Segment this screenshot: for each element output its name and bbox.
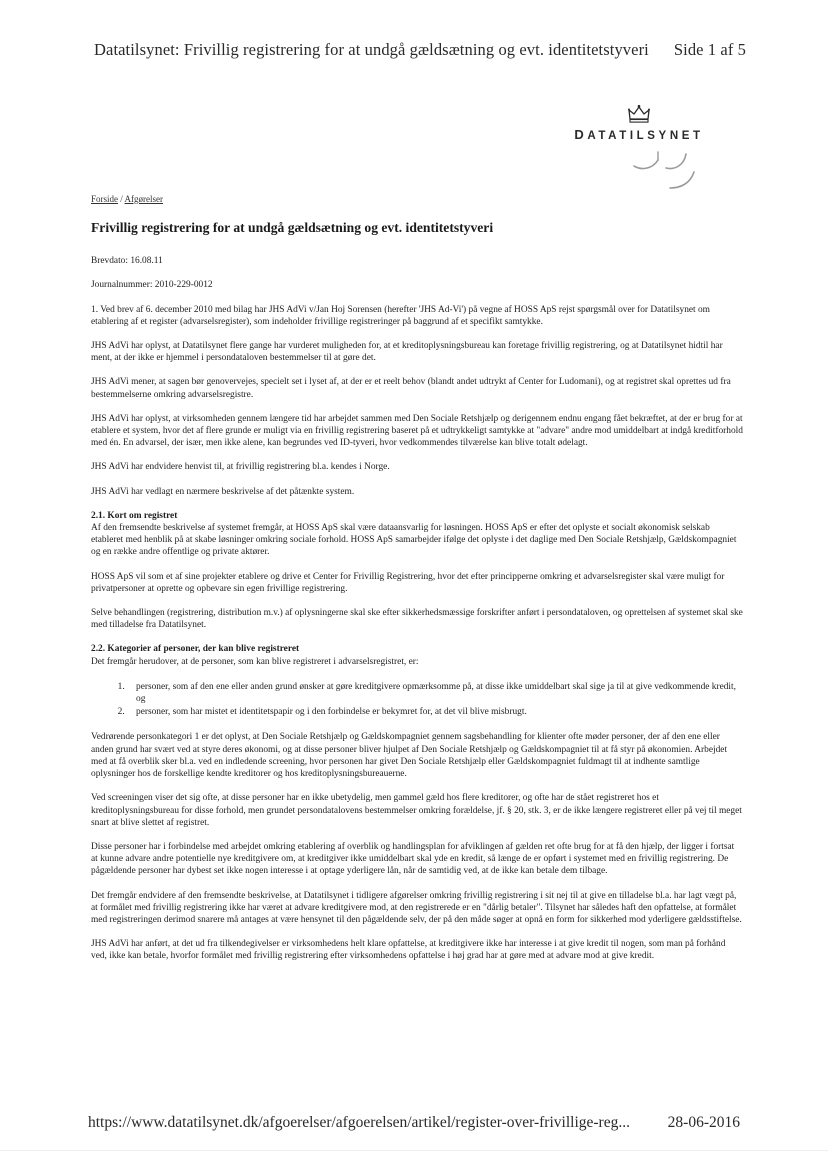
list-item: 2. personer, som har mistet et identitetspapir og i den forbindelse er bekymret for, at det vil blive misbrugt. (127, 706, 743, 718)
paragraph: Det fremgår endvidere af den fremsendte beskrivelse, at Datatilsynet i tidligere afgørelser omkring frivillig registrering i sit nej til at give en tilladelse bl.a. har lagt vægt på, at formålet med frivillig registrering ikke har været at advare kreditgivere mod, at den registrerede er en "dårlig betaler". Tilsynet har således haft den opfattelse, at formålet med registreringen derimod snarere må antages at være hensynet til den pågældende selv, der på den måde søger at opnå en form for sikkerhed mod yderligere gældsstiftelse. (91, 890, 742, 925)
article-content (91, 193, 743, 975)
paragraph: Af den fremsendte beskrivelse af systemet fremgår, at HOSS ApS skal være dataansvarlig for løsningen. HOSS ApS er efter det oplyste et socialt økonomisk selskab etableret med henblik på at skabe løsninger omkring sociale forhold. HOSS ApS samarbejder ifølge det oplyste i det daglige med Den Sociale Retshjælp, Gældskompagniet og en række andre offentlige og private aktører. (91, 523, 737, 558)
list-item: 1. personer, som af den ene eller anden grund ønsker at gøre kreditgivere opmærksomme på, at disse ikke umiddelbart skal sige ja til at give vedkommende kredit, og (127, 681, 743, 705)
paragraph: Ved screeningen viser det sig ofte, at disse personer har en ikke ubetydelig, men gammel gæld hos flere kreditorer, og ofte har de stået registreret hos et kreditoplysningsbureau for disse forhold, men grundet persondatalovens bestemmelser omkring forældelse, jf. § 20, stk. 3, er de ikke længere registreret eller på vej til meget snart at blive slettet af registret. (91, 793, 742, 828)
crown-icon (626, 104, 652, 124)
paragraph: JHS AdVi har endvidere henvist til, at frivillig registrering bl.a. kendes i Norge. (91, 462, 390, 473)
paragraph: Disse personer har i forbindelse med arbejdet omkring etablering af overblik og handlingsplan for afviklingen af gælden ret ofte brug for at få den hjælp, der ligger i fortsat at kunne advare andre potentielle nye kreditgivere om, at kreditgiver ikke umiddelbart skal yde en kredit, så længe de er opført i systemet med en frivillig registrering. De pågældende personer har dybest set ikke nogen interesse i at optage yderligere lån, når de samtidig ved, at de ikke kan betale dem tilbage. (91, 841, 735, 877)
paragraph: HOSS ApS vil som et af sine projekter etablere og drive et Center for Frivillig Registrering, hvor det efter principperne omkring et advarselsregister skal være muligt for privatpersoner at oprette og opbevare sin egen frivillige registrering. (91, 571, 725, 594)
breadcrumb-section-link[interactable]: Afgørelser (124, 194, 163, 204)
logo-wordmark: DATATILSYNET (574, 127, 704, 142)
print-footer (88, 1114, 740, 1132)
paragraph: Selve behandlingen (registrering, distribution m.v.) af oplysningerne skal ske efter sikkerhedsmæssige forskrifter anført i persondataloven, og oprettelsen af systemet skal ske med tilladelse fra Datatilsynet. (91, 608, 743, 631)
letter-date: Brevdato: 16.08.11 (91, 256, 163, 267)
breadcrumb-home-link[interactable]: Forside (91, 194, 118, 204)
scan-edge-line (0, 1150, 828, 1151)
paragraph: JHS AdVi har anført, at det ud fra tilkendegivelser er virksomhedens helt klare opfattelse, at kreditgivere ikke har interesse i at give kredit til nogen, som man på forhånd ved, ikke kan betale, hvorfor formålet med frivillig registrering efter virksomhedens opfattelse i høj grad har at gøre med at advare mod at give kredit. (91, 939, 726, 962)
article-title: Frivillig registrering for at undgå gældsætning og evt. identitetstyveri (91, 220, 494, 236)
breadcrumb-separator: / (118, 194, 125, 204)
journal-number: Journalnummer: 2010-229-0012 (91, 280, 213, 291)
paragraph: Vedrørende personkategori 1 er det oplyst, at Den Sociale Retshjælp og Gældskompagniet gennem sagsbehandling for klienter ofte møder personer, der af den ene eller anden grund har svært ved at styre deres økonomi, og at disse personer bliver hjulpet af Den Sociale Retshjælp og Gældskompagniet til at få styr på økonomien. Arbejdet med at få overblik sker bl.a. ved en indledende screening, hvor personen har givet Den Sociale Retshjælp eller Gældskompagniet fuldmagt til at indhente samtlige oplysninger hos de forskellige kendte kreditorer og hos kreditoplysningsbureauerne. (91, 732, 728, 780)
handwritten-initials (624, 146, 704, 194)
print-header-title: Datatilsynet: Frivillig registrering for at undgå gældsætning og evt. identitetstyveri (94, 40, 649, 59)
page-number: Side 1 af 5 (673, 40, 746, 59)
paragraph: JHS AdVi har vedlagt en nærmere beskrivelse af det påtænkte system. (91, 486, 355, 497)
breadcrumb (91, 193, 743, 205)
paragraph: JHS AdVi har oplyst, at virksomheden gennem længere tid har arbejdet sammen med Den Sociale Retshjælp og derigennem endnu engang fået bekræftet, at der er brug for at etablere et system, hvor det af flere grunde er muligt via en frivillig registrering baseret på et udtrykkeligt samtykke at "advare" andre mod umiddelbart at indgå kreditforhold med én. En advarsel, der især, men ikke alene, kan begrundes ved ID-tyveri, hvor vedkommendes tilværelse kan blive totalt ødelagt. (91, 413, 743, 449)
paragraph: JHS AdVi har oplyst, at Datatilsynet flere gange har vurderet muligheden for, at et kreditoplysningsbureau kan foretage frivillig registrering, og at Datatilsynet hidtil har ment, at der ikke er hjemmel i persondataloven bestemmelser til at gøre det. (91, 341, 723, 364)
person-category-list (91, 681, 743, 719)
section-heading-2-2: 2.2. Kategorier af personer, der kan blive registreret (91, 644, 300, 655)
print-header (94, 40, 746, 60)
paragraph: 1. Ved brev af 6. december 2010 med bilag har JHS AdVi v/Jan Hoj Sorensen (herefter 'JHS Ad-Vi') på vegne af HOSS ApS rejst spørgsmål over for Datatilsynet om etablering af et register (advarselsregister), som indeholder frivillige registreringer på baggrund af et specifikt samtykke. (91, 304, 710, 327)
section-lead: Det fremgår herudover, at de personer, som kan blive registreret i advarselsregistret, er: (91, 656, 419, 667)
paragraph: JHS AdVi mener, at sagen bør genovervejes, specielt set i lyset af, at der er et reelt behov (blandt andet udtrykt af Center for Ludomani), og at registret skal oprettes ud fra bestemmelserne omkring advarselsregistre. (91, 377, 731, 400)
section-heading-2-1: 2.1. Kort om registret (91, 510, 178, 521)
print-footer-date: 28-06-2016 (667, 1114, 740, 1131)
datatilsynet-logo[interactable] (568, 104, 710, 142)
print-footer-url[interactable]: https://www.datatilsynet.dk/afgoerelser/afgoerelsen/artikel/register-over-frivillige-reg... (88, 1114, 630, 1131)
